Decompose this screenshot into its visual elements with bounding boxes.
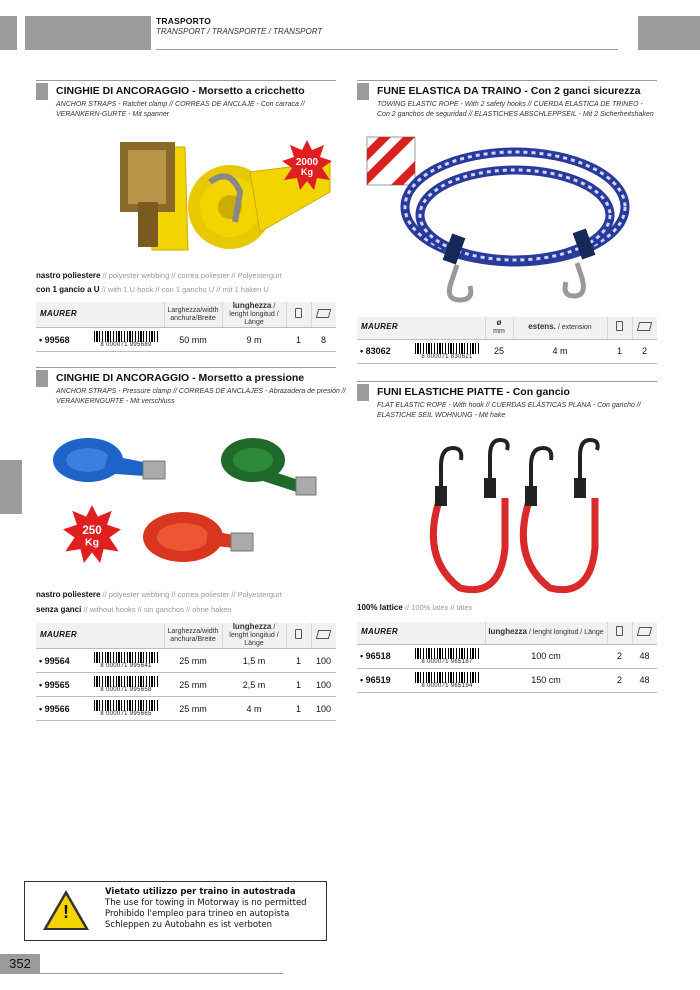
table-header — [357, 317, 657, 339]
case-icon — [632, 622, 657, 644]
svg-text:Kg: Kg — [85, 537, 99, 549]
header-rule — [156, 49, 618, 50]
col-width-header: Larghezza/width anchura/Breite — [164, 302, 222, 328]
section-marker — [357, 83, 369, 100]
header-tab-block — [25, 16, 151, 50]
section-title: CINGHIE DI ANCORAGGIO - Morsetto a cricchetto — [56, 85, 305, 97]
section-subtitle: ANCHOR STRAPS - Pressure clamp // CORREAS DE ANCLAJES - Abrazadera de presión // VERANKERNGURTE - Mit verschluss — [56, 388, 346, 405]
section-marker — [357, 384, 369, 401]
footer-rule — [40, 973, 283, 974]
section-pressure-straps — [36, 367, 346, 407]
warning-box — [24, 881, 327, 941]
section-title: FUNI ELASTICHE PIATTE - Con gancio — [377, 386, 570, 398]
exclamation-icon: ! — [63, 902, 69, 922]
section-rule — [36, 80, 336, 81]
case-icon — [311, 623, 336, 649]
header-right-block — [638, 16, 700, 50]
feature-hook: con 1 gancio a U // with 1 U hook // con 1 gancho U // mit 1 haken U — [36, 285, 269, 294]
section-title: FUNE ELASTICA DA TRAINO - Con 2 ganci sicurezza — [377, 85, 641, 97]
table-row: • 99568 8 000071 995689 50 mm 9 m 1 8 — [36, 328, 336, 352]
barcode: 8 000071 995658 — [88, 673, 164, 697]
feature-material: nastro poliestere // polyester webbing // correa poliester // Polyestergurt — [36, 271, 282, 280]
section-rule — [357, 80, 657, 81]
page-number: 352 — [0, 954, 40, 974]
box-icon — [607, 317, 632, 339]
table-header — [357, 622, 657, 644]
towing-rope-image — [365, 135, 655, 305]
case-icon — [632, 317, 657, 339]
flat-elastic-rope-image — [410, 438, 610, 598]
table-row: • 99566 8 000071 995665 25 mm 4 m 1 100 — [36, 697, 336, 721]
brand-logo: MAURER — [361, 322, 398, 332]
warning-text: Vietato utilizzo per traino in autostrada The use for towing in Motorway is no permitted Prohibido l'empleo para trineo en autopista Schleppen zu Autobahn es ist verboten — [105, 887, 307, 930]
brand-logo: MAURER — [40, 630, 77, 639]
section-rule — [36, 367, 336, 368]
table-header — [36, 623, 336, 649]
feature-material: 100% lattice // 100% latex // látex — [357, 603, 473, 612]
barcode: 8 000071 995689 — [88, 328, 164, 352]
barcode: 8 000071 995665 — [88, 697, 164, 721]
product-table-ratchet — [36, 302, 336, 352]
capacity-badge-250 — [63, 505, 121, 563]
section-ratchet-straps — [36, 80, 336, 120]
header-left-block — [0, 16, 17, 50]
section-marker — [36, 370, 48, 387]
barcode: 8 000071 830621 — [409, 339, 485, 363]
category-title: TRASPORTO — [156, 16, 212, 26]
product-table-towing — [357, 317, 657, 364]
feature-material: nastro poliestere // polyester webbing // correa poliester // Polyestergurt — [36, 590, 282, 599]
capacity-badge-text: 2000 — [295, 157, 319, 168]
capacity-badge-2000 — [282, 140, 332, 190]
col-diameter-header: ø mm — [485, 317, 513, 339]
section-title: CINGHIE DI ANCORAGGIO - Morsetto a pressione — [56, 372, 305, 384]
case-icon — [311, 302, 336, 328]
section-subtitle: ANCHOR STRAPS - Ratchet clamp // CORREAS DE ANCLAJE - Con carraca // VERANKERN-GURTE - Mit spanner — [56, 101, 305, 118]
section-rule — [357, 381, 657, 382]
section-marker — [36, 83, 48, 100]
table-row: • 83062 8 000071 830621 25 4 m 1 2 — [357, 339, 657, 363]
box-icon — [286, 302, 311, 328]
table-row: • 99565 8 000071 995658 25 mm 2,5 m 1 100 — [36, 673, 336, 697]
col-length-header: lunghezza / lenght longitud / Länge — [222, 302, 286, 328]
barcode: 8 000071 965194 — [409, 668, 485, 692]
table-row: • 96519 8 000071 965194 150 cm 2 48 — [357, 668, 657, 692]
feature-hooks: senza ganci // without hooks // sin ganchos // ohne haken — [36, 605, 232, 614]
barcode: 8 000071 965187 — [409, 644, 485, 668]
section-flat-elastic-ropes — [357, 381, 657, 421]
section-subtitle: FLAT ELASTIC ROPE - With hook // CUERDAS ELÁSTICAS PLANA - Con gancho // ELASTICHE SEIL WOHNUNG - Mit hake — [377, 402, 641, 419]
box-icon — [607, 622, 632, 644]
section-subtitle: TOWING ELASTIC ROPE - With 2 safety hooks // CUERDA ELASTICA DE TRINEO - Con 2 ganchos de seguridad // ELASTICHES ABSCHLEPPSEIL - Mit 2 Sicherheitshaken — [377, 101, 654, 118]
col-length-header: lunghezza / lenght longitud / Länge — [485, 622, 607, 644]
product-table-pressure — [36, 623, 336, 721]
svg-text:Kg: Kg — [301, 167, 313, 177]
col-width-header: Larghezza/width anchura/Breite — [164, 623, 222, 649]
side-thumb-tab — [0, 460, 22, 514]
brand-logo: MAURER — [361, 627, 398, 637]
table-header — [36, 302, 336, 328]
col-extension-header: estens. / extension — [513, 317, 607, 339]
table-row: • 99564 8 000071 995641 25 mm 1,5 m 1 100 — [36, 649, 336, 673]
barcode: 8 000071 995641 — [88, 649, 164, 673]
product-table-flat — [357, 622, 657, 693]
col-length-header: lunghezza / lenght longitud / Länge — [222, 623, 286, 649]
box-icon — [286, 623, 311, 649]
table-row: • 96518 8 000071 965187 100 cm 2 48 — [357, 644, 657, 668]
brand-logo: MAURER — [40, 309, 77, 318]
category-subtitle: TRANSPORT / TRANSPORTE / TRANSPORT — [156, 27, 323, 36]
svg-text:250: 250 — [82, 524, 102, 537]
section-towing-rope — [357, 80, 657, 120]
